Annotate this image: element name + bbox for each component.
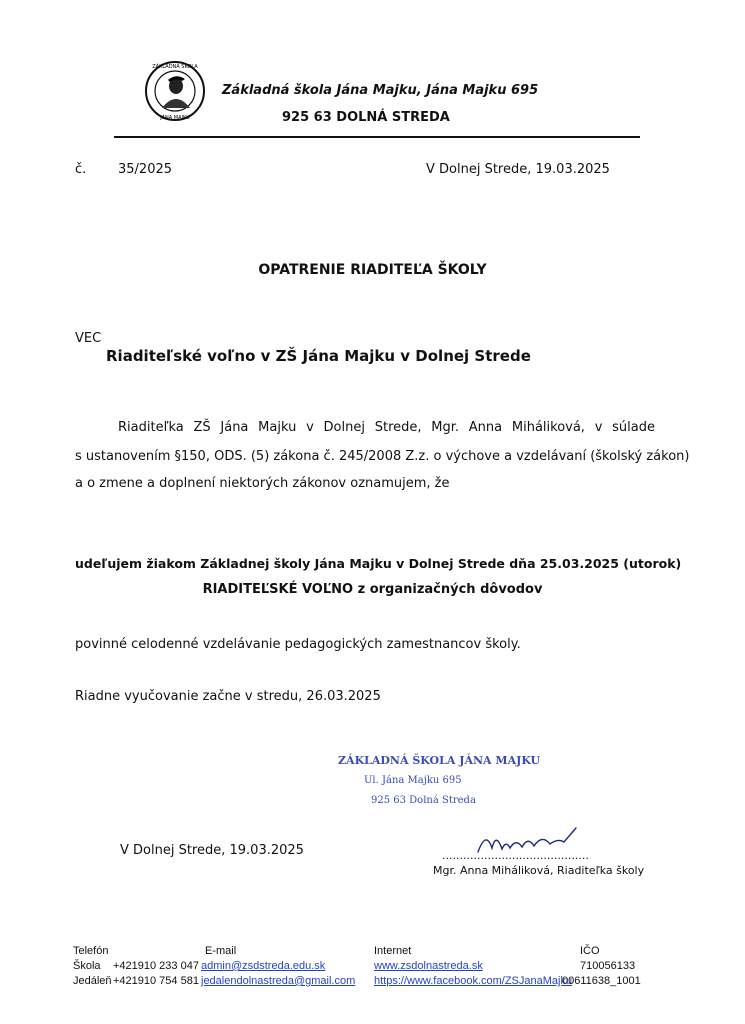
footer-phone-canteen-label: Jedáleň bbox=[73, 975, 112, 987]
school-address: 925 63 DOLNÁ STREDA bbox=[282, 110, 450, 125]
footer-internet-label: Internet bbox=[374, 945, 412, 957]
document-title: OPATRENIE RIADITEĽA ŠKOLY bbox=[258, 262, 487, 278]
signature-place-date: V Dolnej Strede, 19.03.2025 bbox=[120, 843, 304, 858]
stamp-line-1: ZÁKLADNÁ ŠKOLA JÁNA MAJKU bbox=[338, 754, 541, 767]
school-name: Základná škola Jána Majku, Jána Majku 695 bbox=[222, 83, 539, 98]
footer-email-canteen-link[interactable]: jedalendolnastreda@gmail.com bbox=[201, 975, 356, 987]
school-logo bbox=[130, 60, 220, 122]
school-seal-icon bbox=[130, 60, 220, 122]
subject-text: Riaditeľské voľno v ZŠ Jána Majku v Dolnej Strede bbox=[106, 347, 531, 365]
footer-ico-label: IČO bbox=[580, 945, 600, 957]
footer-facebook-link[interactable]: https://www.facebook.com/ZSJanaMajku bbox=[374, 975, 573, 987]
paragraph-line-3: a o zmene a doplnení niektorých zákonov oznamujem, že bbox=[75, 476, 450, 491]
footer-ico-second: 00611638_1001 bbox=[562, 975, 641, 987]
decision-line-1: udeľujem žiakom Základnej školy Jána Majku v Dolnej Strede dňa 25.03.2025 (utorok) bbox=[75, 556, 682, 571]
resume-text: Riadne vyučovanie začne v stredu, 26.03.2025 bbox=[75, 689, 381, 704]
reason-text: povinné celodenné vzdelávanie pedagogických zamestnancov školy. bbox=[75, 637, 521, 652]
footer-ico-value: 710056133 bbox=[580, 960, 636, 972]
footer-web-link[interactable]: www.zsdolnastreda.sk bbox=[374, 960, 483, 972]
ref-number-label: č. bbox=[75, 162, 87, 177]
logo-ring-top: ZÁKLADNÁ ŠKOLA bbox=[152, 64, 198, 70]
footer-email-school-link[interactable]: admin@zsdstreda.edu.sk bbox=[201, 960, 326, 972]
signature-dots: .......................................... bbox=[442, 849, 589, 862]
subject-label: VEC bbox=[75, 331, 102, 346]
paragraph-line-2: s ustanovením §150, ODS. (5) zákona č. 245/2008 Z.z. o výchove a vzdelávaní (školský zákon) bbox=[75, 449, 690, 464]
footer-email-label: E-mail bbox=[205, 945, 237, 957]
footer-phone-school-label: Škola bbox=[73, 960, 101, 972]
footer-phone-label: Telefón bbox=[73, 945, 109, 957]
paragraph-line-1: Riaditeľka ZŠ Jána Majku v Dolnej Strede, Mgr. Anna Miháliková, v súlade bbox=[118, 420, 655, 435]
footer-phone-school: +421910 233 047 bbox=[113, 960, 199, 972]
ref-number: 35/2025 bbox=[118, 162, 173, 177]
decision-line-2: RIADITEĽSKÉ VOĽNO z organizačných dôvodov bbox=[202, 582, 543, 597]
stamp-line-3: 925 63 Dolná Streda bbox=[371, 795, 476, 806]
signatory-name: Mgr. Anna Miháliková, Riaditeľka školy bbox=[433, 864, 645, 877]
logo-ring-bottom: JÁNA MAJKU bbox=[160, 115, 190, 121]
header-divider bbox=[114, 136, 640, 138]
ref-place-date: V Dolnej Strede, 19.03.2025 bbox=[426, 162, 610, 177]
footer-phone-canteen: +421910 754 581 bbox=[113, 975, 199, 987]
stamp-line-2: Ul. Jána Majku 695 bbox=[364, 775, 462, 786]
